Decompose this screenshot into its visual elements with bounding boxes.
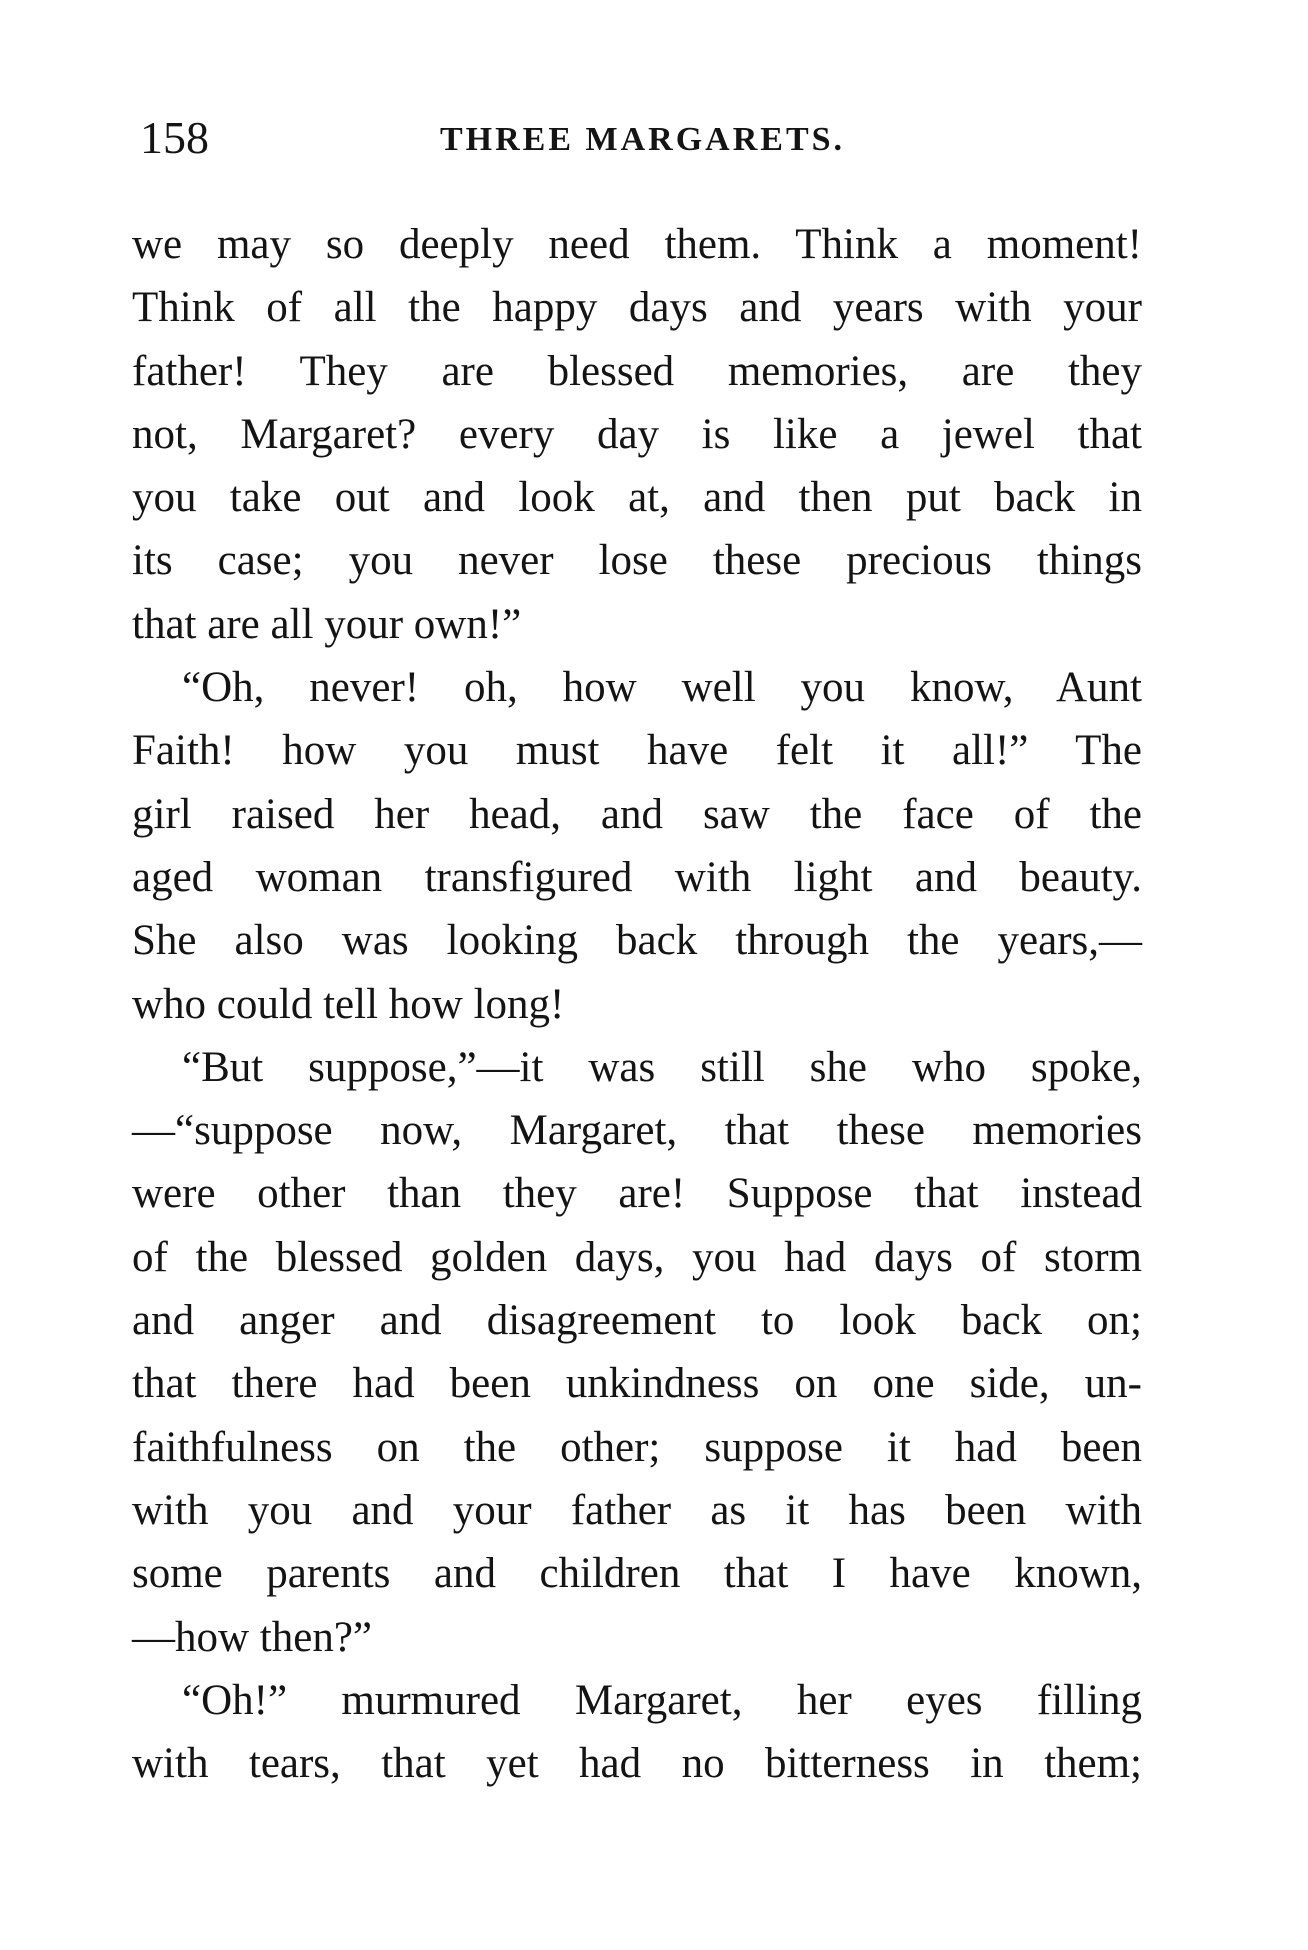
text-line: you take out and look at, and then put back in <box>132 474 1142 522</box>
text-line: “Oh!” murmured Margaret, her eyes filling <box>182 1676 1142 1724</box>
text-line: of the blessed golden days, you had days of storm <box>132 1233 1142 1281</box>
text-line: faithfulness on the other; suppose it had been <box>132 1423 1142 1471</box>
text-line: girl raised her head, and saw the face of the <box>132 790 1142 838</box>
text-line: some parents and children that I have known, <box>132 1550 1142 1598</box>
text-line: Think of all the happy days and years with your <box>132 284 1142 332</box>
text-line: that are all your own!” <box>132 600 522 648</box>
text-line: —“suppose now, Margaret, that these memories <box>132 1107 1142 1155</box>
text-line: we may so deeply need them. Think a moment! <box>132 221 1142 268</box>
text-line: and anger and disagreement to look back on; <box>132 1297 1142 1345</box>
text-line: father! They are blessed memories, are they <box>132 347 1142 395</box>
text-line: “Oh, never! oh, how well you know, Aunt <box>182 664 1142 712</box>
text-line: She also was looking back through the years,— <box>132 917 1142 965</box>
text-line: were other than they are! Suppose that instead <box>132 1170 1142 1218</box>
text-line: that there had been unkindness on one side, un- <box>132 1360 1142 1408</box>
running-head <box>140 108 1140 168</box>
text-line: Faith! how you must have felt it all!” The <box>132 727 1142 775</box>
text-line: “But suppose,”—it was still she who spoke, <box>182 1043 1142 1091</box>
text-line: who could tell how long! <box>132 980 565 1028</box>
text-line: its case; you never lose these precious things <box>132 537 1142 585</box>
text-line: with you and your father as it has been with <box>132 1486 1142 1534</box>
body-text <box>132 213 1142 1795</box>
running-title: THREE MARGARETS. <box>440 121 846 158</box>
text-line: —how then?” <box>132 1613 373 1661</box>
text-line: with tears, that yet had no bitterness in them; <box>132 1740 1142 1788</box>
page-number: 158 <box>140 112 209 163</box>
text-line: aged woman transfigured with light and beauty. <box>132 853 1142 901</box>
text-line: not, Margaret? every day is like a jewel that <box>132 410 1142 458</box>
